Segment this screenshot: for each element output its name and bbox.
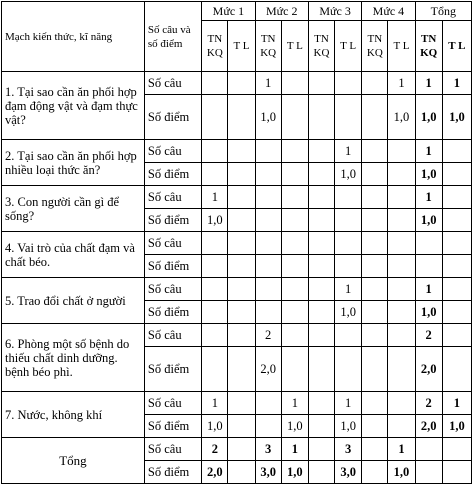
- cell-score-col-2: [228, 415, 255, 438]
- cell-count-col-1: [202, 232, 228, 255]
- cell-count-col-2: [228, 438, 255, 461]
- level-3-tnkq-header: TN KQ: [308, 21, 334, 72]
- cell-score-col-2: [228, 255, 255, 278]
- topic-label: 1. Tại sao cần ăn phối hợp đạm động vật và đạm thực vật?: [2, 72, 145, 140]
- cell-score-col-8: [388, 163, 415, 186]
- topic-label: 6. Phòng một số bệnh do thiếu chất dinh dưỡng. bệnh béo phì.: [2, 324, 145, 392]
- score-label: Số điểm: [144, 301, 201, 324]
- cell-count-col-4: [281, 324, 308, 347]
- cell-count-col-1: 1: [202, 186, 228, 209]
- cell-score-col-5: [308, 461, 334, 484]
- cell-count-col-1: 2: [202, 438, 228, 461]
- cell-count-col-9: [415, 232, 442, 255]
- score-label: Số điểm: [144, 255, 201, 278]
- cell-count-col-2: [228, 232, 255, 255]
- cell-score-col-5: [308, 301, 334, 324]
- cell-count-col-9: 1: [415, 186, 442, 209]
- total-label: Tổng: [2, 438, 145, 484]
- cell-score-col-9: 1,0: [415, 209, 442, 232]
- cell-score-col-10: [442, 209, 471, 232]
- cell-score-col-7: [362, 347, 388, 392]
- cell-count-col-7: [362, 438, 388, 461]
- cell-count-col-6: 3: [335, 438, 362, 461]
- total-tl-header: T L: [442, 21, 471, 72]
- score-label: Số điểm: [144, 347, 201, 392]
- cell-count-col-6: 1: [335, 140, 362, 163]
- cell-count-col-8: [388, 186, 415, 209]
- cell-count-col-4: [281, 278, 308, 301]
- cell-score-col-6: 1,0: [335, 301, 362, 324]
- cell-count-col-5: [308, 140, 334, 163]
- cell-count-col-9: 2: [415, 392, 442, 415]
- cell-count-col-7: [362, 278, 388, 301]
- topic-3-count-row: [2, 186, 472, 209]
- level-2-header: Mức 2: [255, 2, 308, 21]
- cell-score-col-5: [308, 415, 334, 438]
- cell-score-col-1: [202, 347, 228, 392]
- cell-score-col-9: [415, 461, 442, 484]
- question-count-label: Số câu: [144, 140, 201, 163]
- cell-score-col-4: [281, 301, 308, 324]
- cell-count-col-4: 1: [281, 392, 308, 415]
- cell-count-col-2: [228, 278, 255, 301]
- cell-count-col-6: [335, 72, 362, 95]
- cell-score-col-4: [281, 163, 308, 186]
- level-2-tl-header: T L: [281, 21, 308, 72]
- topic-5-count-row: [2, 278, 472, 301]
- cell-score-col-10: [442, 461, 471, 484]
- cell-count-col-5: [308, 278, 334, 301]
- cell-count-col-8: [388, 278, 415, 301]
- cell-score-col-7: [362, 255, 388, 278]
- cell-count-col-4: 1: [281, 438, 308, 461]
- question-count-label: Số câu: [144, 186, 201, 209]
- cell-count-col-3: 2: [255, 324, 281, 347]
- cell-score-col-9: 2,0: [415, 415, 442, 438]
- cell-score-col-10: [442, 255, 471, 278]
- cell-score-col-8: [388, 347, 415, 392]
- cell-count-col-10: 1: [442, 392, 471, 415]
- cell-score-col-3: [255, 163, 281, 186]
- cell-count-col-8: 1: [388, 438, 415, 461]
- score-label: Số điểm: [144, 95, 201, 140]
- cell-score-col-3: [255, 415, 281, 438]
- cell-count-col-8: [388, 140, 415, 163]
- cell-score-col-1: 1,0: [202, 209, 228, 232]
- cell-count-col-3: [255, 186, 281, 209]
- cell-score-col-4: 1,0: [281, 415, 308, 438]
- level-1-tnkq-header: TN KQ: [202, 21, 228, 72]
- cell-count-col-7: [362, 72, 388, 95]
- cell-count-col-5: [308, 392, 334, 415]
- cell-score-col-6: [335, 95, 362, 140]
- matrix-body: [2, 72, 472, 484]
- cell-count-col-7: [362, 140, 388, 163]
- cell-score-col-1: [202, 301, 228, 324]
- cell-count-col-6: [335, 324, 362, 347]
- cell-score-col-7: [362, 415, 388, 438]
- cell-count-col-7: [362, 392, 388, 415]
- level-3-tl-header: T L: [335, 21, 362, 72]
- cell-score-col-8: 1,0: [388, 95, 415, 140]
- cell-count-col-10: [442, 232, 471, 255]
- header-row-levels: [2, 2, 472, 21]
- cell-score-col-4: [281, 209, 308, 232]
- cell-score-col-6: 1,0: [335, 415, 362, 438]
- cell-count-col-9: 1: [415, 278, 442, 301]
- cell-score-col-3: 2,0: [255, 347, 281, 392]
- cell-score-col-6: [335, 209, 362, 232]
- cell-score-col-10: 1,0: [442, 415, 471, 438]
- cell-count-col-5: [308, 232, 334, 255]
- count-column-header: Số câu và số điểm: [144, 2, 201, 72]
- topic-label: 5. Trao đổi chất ở người: [2, 278, 145, 324]
- cell-count-col-5: [308, 72, 334, 95]
- topic-label: 2. Tại sao cần ăn phối hợp nhiều loại thức ăn?: [2, 140, 145, 186]
- cell-score-col-5: [308, 209, 334, 232]
- topic-column-header: Mạch kiến thức, kĩ năng: [2, 2, 145, 72]
- cell-count-col-1: [202, 140, 228, 163]
- cell-score-col-9: 2,0: [415, 347, 442, 392]
- cell-count-col-2: [228, 324, 255, 347]
- question-count-label: Số câu: [144, 438, 201, 461]
- topic-label: 7. Nước, không khí: [2, 392, 145, 438]
- cell-score-col-3: [255, 301, 281, 324]
- topic-4-count-row: [2, 232, 472, 255]
- cell-count-col-4: [281, 72, 308, 95]
- cell-count-col-8: [388, 392, 415, 415]
- cell-score-col-7: [362, 209, 388, 232]
- cell-count-col-9: 1: [415, 140, 442, 163]
- cell-score-col-9: 1,0: [415, 163, 442, 186]
- assessment-matrix-table: [1, 1, 472, 484]
- score-label: Số điểm: [144, 461, 201, 484]
- cell-score-col-5: [308, 255, 334, 278]
- cell-score-col-6: 1,0: [335, 163, 362, 186]
- cell-score-col-1: [202, 255, 228, 278]
- cell-count-col-10: [442, 278, 471, 301]
- cell-score-col-10: [442, 301, 471, 324]
- cell-score-col-5: [308, 163, 334, 186]
- cell-score-col-8: 1,0: [388, 461, 415, 484]
- cell-score-col-5: [308, 95, 334, 140]
- topic-label: 3. Con người cần gì để sống?: [2, 186, 145, 232]
- score-label: Số điểm: [144, 163, 201, 186]
- cell-count-col-1: 1: [202, 392, 228, 415]
- level-4-tl-header: T L: [388, 21, 415, 72]
- topic-2-count-row: [2, 140, 472, 163]
- cell-score-col-3: [255, 209, 281, 232]
- question-count-label: Số câu: [144, 232, 201, 255]
- cell-count-col-1: [202, 324, 228, 347]
- cell-count-col-3: [255, 278, 281, 301]
- cell-count-col-3: 3: [255, 438, 281, 461]
- cell-count-col-6: [335, 232, 362, 255]
- cell-count-col-8: [388, 324, 415, 347]
- cell-score-col-3: 1,0: [255, 95, 281, 140]
- cell-count-col-10: [442, 140, 471, 163]
- question-count-label: Số câu: [144, 72, 201, 95]
- cell-count-col-6: 1: [335, 392, 362, 415]
- topic-7-count-row: [2, 392, 472, 415]
- cell-count-col-3: 1: [255, 72, 281, 95]
- cell-score-col-4: [281, 255, 308, 278]
- question-count-label: Số câu: [144, 278, 201, 301]
- level-4-header: Mức 4: [362, 2, 415, 21]
- cell-score-col-9: 1,0: [415, 95, 442, 140]
- topic-6-count-row: [2, 324, 472, 347]
- question-count-label: Số câu: [144, 324, 201, 347]
- cell-count-col-6: 1: [335, 278, 362, 301]
- cell-count-col-2: [228, 72, 255, 95]
- cell-count-col-10: 1: [442, 72, 471, 95]
- cell-count-col-4: [281, 186, 308, 209]
- cell-score-col-9: [415, 255, 442, 278]
- cell-count-col-8: 1: [388, 72, 415, 95]
- cell-score-col-7: [362, 461, 388, 484]
- cell-score-col-8: [388, 415, 415, 438]
- level-3-header: Mức 3: [308, 2, 361, 21]
- cell-count-col-10: [442, 324, 471, 347]
- level-1-tl-header: T L: [228, 21, 255, 72]
- cell-count-col-1: [202, 278, 228, 301]
- cell-count-col-2: [228, 186, 255, 209]
- level-2-tnkq-header: TN KQ: [255, 21, 281, 72]
- cell-count-col-6: [335, 186, 362, 209]
- cell-count-col-4: [281, 232, 308, 255]
- cell-score-col-1: [202, 95, 228, 140]
- total-header: Tổng: [415, 2, 471, 21]
- cell-score-col-3: [255, 255, 281, 278]
- cell-score-col-1: 2,0: [202, 461, 228, 484]
- cell-count-col-3: [255, 232, 281, 255]
- cell-score-col-2: [228, 301, 255, 324]
- total-tnkq-header: TN KQ: [415, 21, 442, 72]
- cell-count-col-5: [308, 186, 334, 209]
- cell-count-col-9: 2: [415, 324, 442, 347]
- cell-score-col-1: [202, 163, 228, 186]
- cell-count-col-5: [308, 324, 334, 347]
- cell-score-col-7: [362, 95, 388, 140]
- score-label: Số điểm: [144, 415, 201, 438]
- cell-count-col-10: [442, 438, 471, 461]
- cell-score-col-7: [362, 301, 388, 324]
- cell-score-col-8: [388, 301, 415, 324]
- cell-score-col-5: [308, 347, 334, 392]
- cell-count-col-2: [228, 140, 255, 163]
- level-4-tnkq-header: TN KQ: [362, 21, 388, 72]
- cell-score-col-9: 1,0: [415, 301, 442, 324]
- cell-score-col-2: [228, 209, 255, 232]
- cell-count-col-8: [388, 232, 415, 255]
- cell-score-col-4: [281, 347, 308, 392]
- cell-count-col-9: [415, 438, 442, 461]
- topic-label: 4. Vai trò của chất đạm và chất béo.: [2, 232, 145, 278]
- cell-count-col-3: [255, 392, 281, 415]
- cell-score-col-8: [388, 255, 415, 278]
- cell-score-col-3: 3,0: [255, 461, 281, 484]
- cell-score-col-6: 3,0: [335, 461, 362, 484]
- cell-count-col-4: [281, 140, 308, 163]
- cell-score-col-10: [442, 347, 471, 392]
- cell-score-col-2: [228, 347, 255, 392]
- question-count-label: Số câu: [144, 392, 201, 415]
- cell-score-col-10: 1,0: [442, 95, 471, 140]
- topic-1-count-row: [2, 72, 472, 95]
- cell-score-col-6: [335, 255, 362, 278]
- cell-count-col-10: [442, 186, 471, 209]
- cell-count-col-5: [308, 438, 334, 461]
- total-count-row: [2, 438, 472, 461]
- cell-count-col-7: [362, 186, 388, 209]
- cell-score-col-2: [228, 461, 255, 484]
- cell-score-col-10: [442, 163, 471, 186]
- cell-count-col-9: 1: [415, 72, 442, 95]
- cell-count-col-7: [362, 232, 388, 255]
- cell-score-col-2: [228, 95, 255, 140]
- cell-count-col-1: [202, 72, 228, 95]
- score-label: Số điểm: [144, 209, 201, 232]
- cell-count-col-7: [362, 324, 388, 347]
- cell-score-col-4: [281, 95, 308, 140]
- cell-score-col-2: [228, 163, 255, 186]
- level-1-header: Mức 1: [202, 2, 255, 21]
- cell-score-col-6: [335, 347, 362, 392]
- cell-count-col-2: [228, 392, 255, 415]
- cell-score-col-7: [362, 163, 388, 186]
- cell-count-col-3: [255, 140, 281, 163]
- cell-score-col-1: 1,0: [202, 415, 228, 438]
- cell-score-col-4: 1,0: [281, 461, 308, 484]
- cell-score-col-8: [388, 209, 415, 232]
